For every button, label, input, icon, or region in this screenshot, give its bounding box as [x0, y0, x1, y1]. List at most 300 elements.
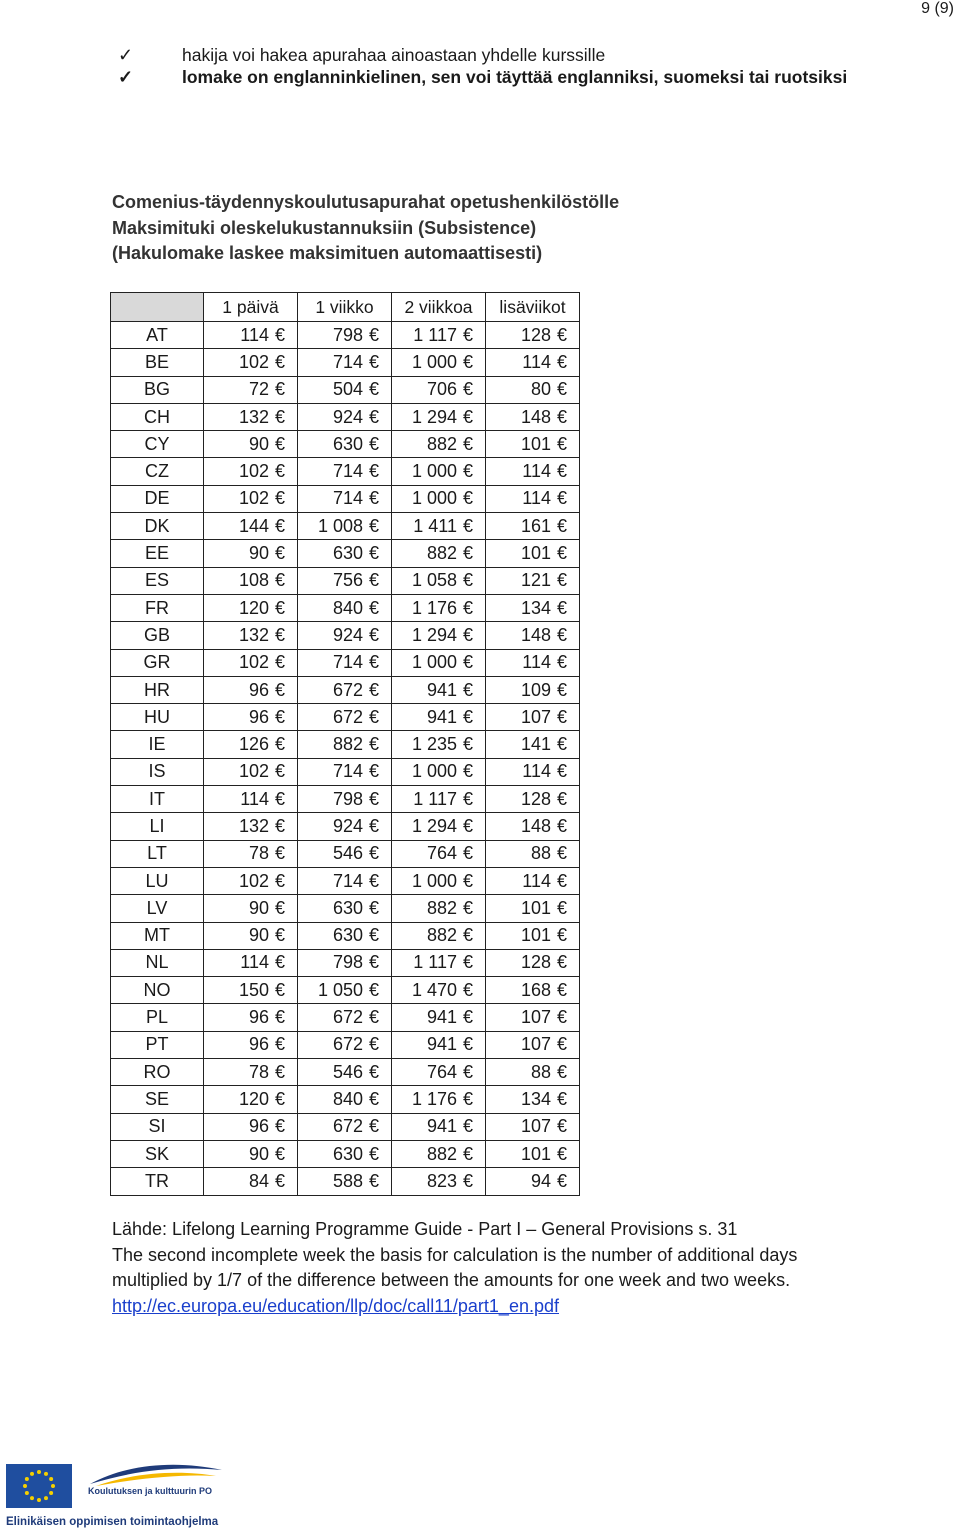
euro-symbol: € [462, 570, 473, 591]
amount-cell [204, 1031, 298, 1058]
country-code-cell: PL [111, 1004, 204, 1031]
amount-value: 114 [240, 788, 269, 809]
euro-symbol: € [274, 761, 285, 782]
amount-cell [298, 840, 392, 867]
amount-value: 148 [520, 624, 551, 645]
amount-cell [486, 731, 580, 758]
amount-value: 1 000 [411, 488, 457, 509]
euro-symbol: € [556, 624, 567, 645]
amount-value: 882 [426, 543, 457, 564]
euro-symbol: € [274, 979, 285, 1000]
country-code-cell: DE [111, 485, 204, 512]
amount-value: 941 [426, 1007, 457, 1028]
table-row [111, 1031, 580, 1058]
amount-value: 714 [332, 351, 363, 372]
amount-value: 756 [332, 570, 363, 591]
euro-symbol: € [556, 1088, 567, 1109]
amount-cell [486, 458, 580, 485]
amount-value: 798 [332, 324, 363, 345]
bullet-item [118, 66, 847, 88]
amount-value: 1 176 [411, 1088, 457, 1109]
amount-cell [486, 867, 580, 894]
amount-cell [298, 1031, 392, 1058]
table-row [111, 594, 580, 621]
amount-value: 672 [332, 1034, 363, 1055]
amount-value: 798 [332, 788, 363, 809]
euro-symbol: € [368, 597, 379, 618]
country-code-cell: DK [111, 513, 204, 540]
amount-cell [204, 1140, 298, 1167]
amount-value: 1 176 [411, 597, 457, 618]
amount-value: 102 [238, 351, 269, 372]
amount-cell [204, 758, 298, 785]
amount-cell [204, 731, 298, 758]
euro-symbol: € [274, 597, 285, 618]
euro-symbol: € [556, 379, 567, 400]
amount-value: 924 [332, 624, 363, 645]
euro-symbol: € [368, 351, 379, 372]
amount-cell [204, 622, 298, 649]
country-code-cell: MT [111, 922, 204, 949]
euro-symbol: € [368, 815, 379, 836]
amount-value: 630 [332, 897, 363, 918]
euro-symbol: € [368, 433, 379, 454]
amount-cell [298, 1059, 392, 1086]
amount-cell [392, 349, 486, 376]
amount-cell [298, 895, 392, 922]
euro-symbol: € [368, 1088, 379, 1109]
amount-value: 114 [522, 652, 551, 673]
euro-symbol: € [462, 843, 473, 864]
euro-symbol: € [556, 1061, 567, 1082]
amount-cell [204, 1168, 298, 1195]
table-header-row [111, 293, 580, 322]
table-row [111, 649, 580, 676]
amount-cell [298, 1113, 392, 1140]
amount-cell [486, 922, 580, 949]
amount-cell [392, 1031, 486, 1058]
euro-symbol: € [462, 543, 473, 564]
euro-symbol: € [274, 897, 285, 918]
amount-cell [204, 649, 298, 676]
amount-cell [204, 1004, 298, 1031]
euro-symbol: € [556, 351, 567, 372]
country-code-cell: LT [111, 840, 204, 867]
amount-value: 882 [332, 734, 363, 755]
euro-symbol: € [274, 1170, 285, 1191]
euro-symbol: € [274, 461, 285, 482]
euro-symbol: € [556, 461, 567, 482]
amount-cell [486, 513, 580, 540]
amount-value: 1 000 [411, 351, 457, 372]
amount-value: 941 [426, 1034, 457, 1055]
euro-symbol: € [368, 488, 379, 509]
euro-symbol: € [368, 652, 379, 673]
amount-cell [392, 813, 486, 840]
heading-line: Maksimituki oleskelukustannuksiin (Subsistence) [112, 217, 537, 238]
amount-value: 588 [332, 1170, 363, 1191]
country-code-cell: NL [111, 949, 204, 976]
table-row [111, 895, 580, 922]
amount-value: 128 [520, 324, 551, 345]
euro-symbol: € [556, 597, 567, 618]
amount-value: 150 [238, 979, 269, 1000]
amount-value: 504 [332, 379, 363, 400]
flag-star-icon [51, 1484, 55, 1488]
euro-symbol: € [462, 1034, 473, 1055]
amount-value: 96 [248, 706, 269, 727]
amount-cell [392, 649, 486, 676]
euro-symbol: € [462, 925, 473, 946]
euro-symbol: € [368, 897, 379, 918]
amount-value: 941 [426, 679, 457, 700]
amount-cell [486, 1086, 580, 1113]
euro-symbol: € [556, 324, 567, 345]
country-code-cell: IS [111, 758, 204, 785]
amount-value: 134 [520, 1088, 551, 1109]
euro-symbol: € [274, 952, 285, 973]
amount-cell [486, 1113, 580, 1140]
amount-value: 924 [332, 815, 363, 836]
amount-value: 1 000 [411, 461, 457, 482]
amount-cell [486, 349, 580, 376]
table-row [111, 813, 580, 840]
amount-cell [392, 1140, 486, 1167]
country-code-cell: LI [111, 813, 204, 840]
column-header: 1 päivä [204, 293, 298, 322]
amount-cell [486, 813, 580, 840]
euro-symbol: € [462, 406, 473, 427]
amount-value: 78 [248, 1061, 269, 1082]
country-code-cell: SI [111, 1113, 204, 1140]
euro-symbol: € [274, 351, 285, 372]
euro-symbol: € [462, 679, 473, 700]
table-row [111, 1140, 580, 1167]
heading-line: (Hakulomake laskee maksimituen automaattisesti) [112, 243, 543, 263]
country-code-cell: IE [111, 731, 204, 758]
euro-symbol: € [274, 1143, 285, 1164]
amount-cell [204, 403, 298, 430]
amount-value: 107 [520, 1116, 551, 1137]
euro-symbol: € [274, 1034, 285, 1055]
euro-symbol: € [462, 1116, 473, 1137]
amount-value: 90 [248, 1143, 269, 1164]
country-code-cell: BE [111, 349, 204, 376]
amount-cell [392, 704, 486, 731]
table-row [111, 867, 580, 894]
amount-cell [298, 540, 392, 567]
euro-symbol: € [368, 515, 379, 536]
euro-symbol: € [274, 543, 285, 564]
amount-value: 714 [332, 652, 363, 673]
amount-value: 102 [238, 870, 269, 891]
amount-cell [298, 786, 392, 813]
euro-symbol: € [556, 706, 567, 727]
euro-symbol: € [274, 870, 285, 891]
euro-symbol: € [462, 734, 473, 755]
euro-symbol: € [368, 406, 379, 427]
table-row [111, 840, 580, 867]
amount-value: 96 [248, 1034, 269, 1055]
amount-cell [298, 1140, 392, 1167]
euro-symbol: € [274, 843, 285, 864]
amount-cell [486, 376, 580, 403]
amount-value: 1 411 [413, 515, 457, 536]
amount-cell [486, 322, 580, 349]
euro-symbol: € [274, 815, 285, 836]
amount-cell [486, 594, 580, 621]
footer-notes [112, 1217, 797, 1319]
amount-value: 840 [332, 597, 363, 618]
amount-value: 941 [426, 1116, 457, 1137]
euro-symbol: € [274, 515, 285, 536]
note-line: The second incomplete week the basis for calculation is the number of additional days [112, 1244, 798, 1265]
amount-cell [298, 977, 392, 1004]
amount-cell [392, 1168, 486, 1195]
euro-symbol: € [462, 815, 473, 836]
amount-cell [486, 540, 580, 567]
table-row [111, 567, 580, 594]
bullet-list [118, 44, 847, 88]
amount-cell [486, 1004, 580, 1031]
bullet-text: hakija voi hakea apurahaa ainoastaan yhdelle kurssille [182, 44, 606, 65]
flag-star-icon [49, 1491, 53, 1495]
amount-cell [204, 676, 298, 703]
country-code-cell: AT [111, 322, 204, 349]
amount-value: 148 [520, 406, 551, 427]
amount-value: 714 [332, 488, 363, 509]
amount-cell [392, 622, 486, 649]
amount-cell [298, 349, 392, 376]
amount-cell [204, 376, 298, 403]
amount-value: 1 117 [413, 324, 457, 345]
country-code-cell: GR [111, 649, 204, 676]
amount-cell [486, 431, 580, 458]
amount-value: 630 [332, 433, 363, 454]
country-code-cell: HR [111, 676, 204, 703]
amount-cell [486, 567, 580, 594]
amount-value: 161 [520, 515, 551, 536]
euro-symbol: € [274, 488, 285, 509]
table-row [111, 1113, 580, 1140]
amount-cell [486, 649, 580, 676]
table-row [111, 676, 580, 703]
euro-symbol: € [556, 1007, 567, 1028]
amount-cell [486, 977, 580, 1004]
amount-cell [392, 895, 486, 922]
flag-star-icon [30, 1472, 34, 1476]
amount-value: 798 [332, 952, 363, 973]
table-row [111, 949, 580, 976]
flag-star-icon [30, 1496, 34, 1500]
amount-cell [298, 1168, 392, 1195]
amount-value: 882 [426, 897, 457, 918]
amount-cell [204, 867, 298, 894]
column-header: 1 viikko [298, 293, 392, 322]
table-row [111, 1004, 580, 1031]
amount-value: 132 [238, 815, 269, 836]
country-code-cell: CY [111, 431, 204, 458]
amount-cell [204, 322, 298, 349]
euro-symbol: € [556, 952, 567, 973]
amount-value: 882 [426, 433, 457, 454]
table-row [111, 622, 580, 649]
euro-symbol: € [368, 461, 379, 482]
amount-value: 764 [426, 1061, 457, 1082]
amount-cell [392, 676, 486, 703]
amount-value: 714 [332, 870, 363, 891]
amount-cell [298, 649, 392, 676]
amount-cell [204, 594, 298, 621]
euro-symbol: € [556, 897, 567, 918]
amount-cell [204, 485, 298, 512]
euro-symbol: € [368, 843, 379, 864]
amount-cell [486, 485, 580, 512]
amount-cell [204, 349, 298, 376]
amount-value: 96 [248, 1116, 269, 1137]
amount-value: 107 [520, 1007, 551, 1028]
euro-symbol: € [368, 870, 379, 891]
table-row [111, 349, 580, 376]
flag-star-icon [44, 1472, 48, 1476]
euro-symbol: € [462, 1007, 473, 1028]
euro-symbol: € [274, 652, 285, 673]
euro-symbol: € [462, 324, 473, 345]
euro-symbol: € [368, 761, 379, 782]
euro-symbol: € [556, 406, 567, 427]
flag-star-icon [49, 1477, 53, 1481]
amount-value: 101 [520, 925, 551, 946]
euro-symbol: € [274, 925, 285, 946]
amount-value: 672 [332, 679, 363, 700]
euro-symbol: € [462, 515, 473, 536]
amount-value: 90 [248, 897, 269, 918]
euro-symbol: € [368, 706, 379, 727]
table-row [111, 458, 580, 485]
amount-cell [486, 1031, 580, 1058]
euro-symbol: € [462, 379, 473, 400]
amount-cell [486, 1140, 580, 1167]
euro-symbol: € [462, 979, 473, 1000]
logo-area [6, 1460, 236, 1532]
amount-cell [392, 567, 486, 594]
table-row [111, 513, 580, 540]
amount-cell [298, 758, 392, 785]
amount-value: 128 [520, 788, 551, 809]
euro-symbol: € [556, 788, 567, 809]
amount-cell [204, 895, 298, 922]
amount-value: 102 [238, 652, 269, 673]
amount-cell [392, 513, 486, 540]
country-code-cell: GB [111, 622, 204, 649]
euro-symbol: € [368, 979, 379, 1000]
amount-cell [392, 758, 486, 785]
amount-value: 546 [332, 1061, 363, 1082]
header-corner-cell [111, 293, 204, 322]
table-row [111, 1168, 580, 1195]
amount-cell [298, 567, 392, 594]
euro-symbol: € [368, 543, 379, 564]
amount-cell [486, 704, 580, 731]
amount-value: 114 [240, 324, 269, 345]
amount-value: 90 [248, 925, 269, 946]
amount-cell [298, 458, 392, 485]
amount-value: 101 [520, 433, 551, 454]
euro-symbol: € [368, 734, 379, 755]
heading-line: Comenius-täydennyskoulutusapurahat opetushenkilöstölle [112, 192, 620, 212]
table-row [111, 977, 580, 1004]
llp-logo-label: Elinikäisen oppimisen toimintaohjelma [6, 1516, 219, 1528]
euro-symbol: € [274, 379, 285, 400]
amount-cell [486, 1059, 580, 1086]
euro-symbol: € [274, 406, 285, 427]
amount-value: 121 [520, 570, 551, 591]
amount-value: 1 470 [411, 979, 457, 1000]
amount-value: 840 [332, 1088, 363, 1109]
table-row [111, 1059, 580, 1086]
euro-symbol: € [462, 870, 473, 891]
amount-cell [204, 922, 298, 949]
page-number: 9 (9) [921, 0, 954, 17]
table-row [111, 704, 580, 731]
amount-value: 882 [426, 925, 457, 946]
euro-symbol: € [462, 624, 473, 645]
amount-value: 1 235 [411, 734, 457, 755]
amount-value: 101 [520, 1143, 551, 1164]
amount-cell [486, 622, 580, 649]
amount-value: 84 [248, 1170, 269, 1191]
amount-cell [204, 431, 298, 458]
amount-value: 96 [248, 679, 269, 700]
amount-value: 714 [332, 461, 363, 482]
amount-cell [204, 786, 298, 813]
amount-cell [298, 594, 392, 621]
country-code-cell: LV [111, 895, 204, 922]
euro-symbol: € [274, 1061, 285, 1082]
ke-logo-label: Koulutuksen ja kulttuurin PO [88, 1486, 213, 1496]
amount-cell [204, 458, 298, 485]
amount-value: 1 000 [411, 652, 457, 673]
amount-cell [392, 376, 486, 403]
amount-cell [298, 376, 392, 403]
amount-value: 1 117 [413, 952, 457, 973]
euro-symbol: € [274, 324, 285, 345]
amount-cell [392, 485, 486, 512]
amount-value: 128 [520, 952, 551, 973]
amount-value: 1 294 [411, 406, 457, 427]
country-code-cell: TR [111, 1168, 204, 1195]
euro-symbol: € [274, 624, 285, 645]
checkmark-icon: ✓ [118, 44, 134, 65]
euro-symbol: € [274, 734, 285, 755]
euro-symbol: € [368, 1034, 379, 1055]
amount-value: 1 294 [411, 815, 457, 836]
amount-value: 114 [522, 761, 551, 782]
amount-cell [392, 786, 486, 813]
euro-symbol: € [368, 1143, 379, 1164]
euro-symbol: € [556, 843, 567, 864]
euro-symbol: € [274, 1116, 285, 1137]
table-row [111, 922, 580, 949]
amount-cell [486, 403, 580, 430]
source-link[interactable]: http://ec.europa.eu/education/llp/doc/call11/part1_en.pdf [112, 1295, 559, 1316]
euro-symbol: € [274, 570, 285, 591]
euro-symbol: € [368, 788, 379, 809]
amount-value: 102 [238, 488, 269, 509]
amount-cell [392, 731, 486, 758]
euro-symbol: € [462, 351, 473, 372]
amount-value: 102 [238, 461, 269, 482]
